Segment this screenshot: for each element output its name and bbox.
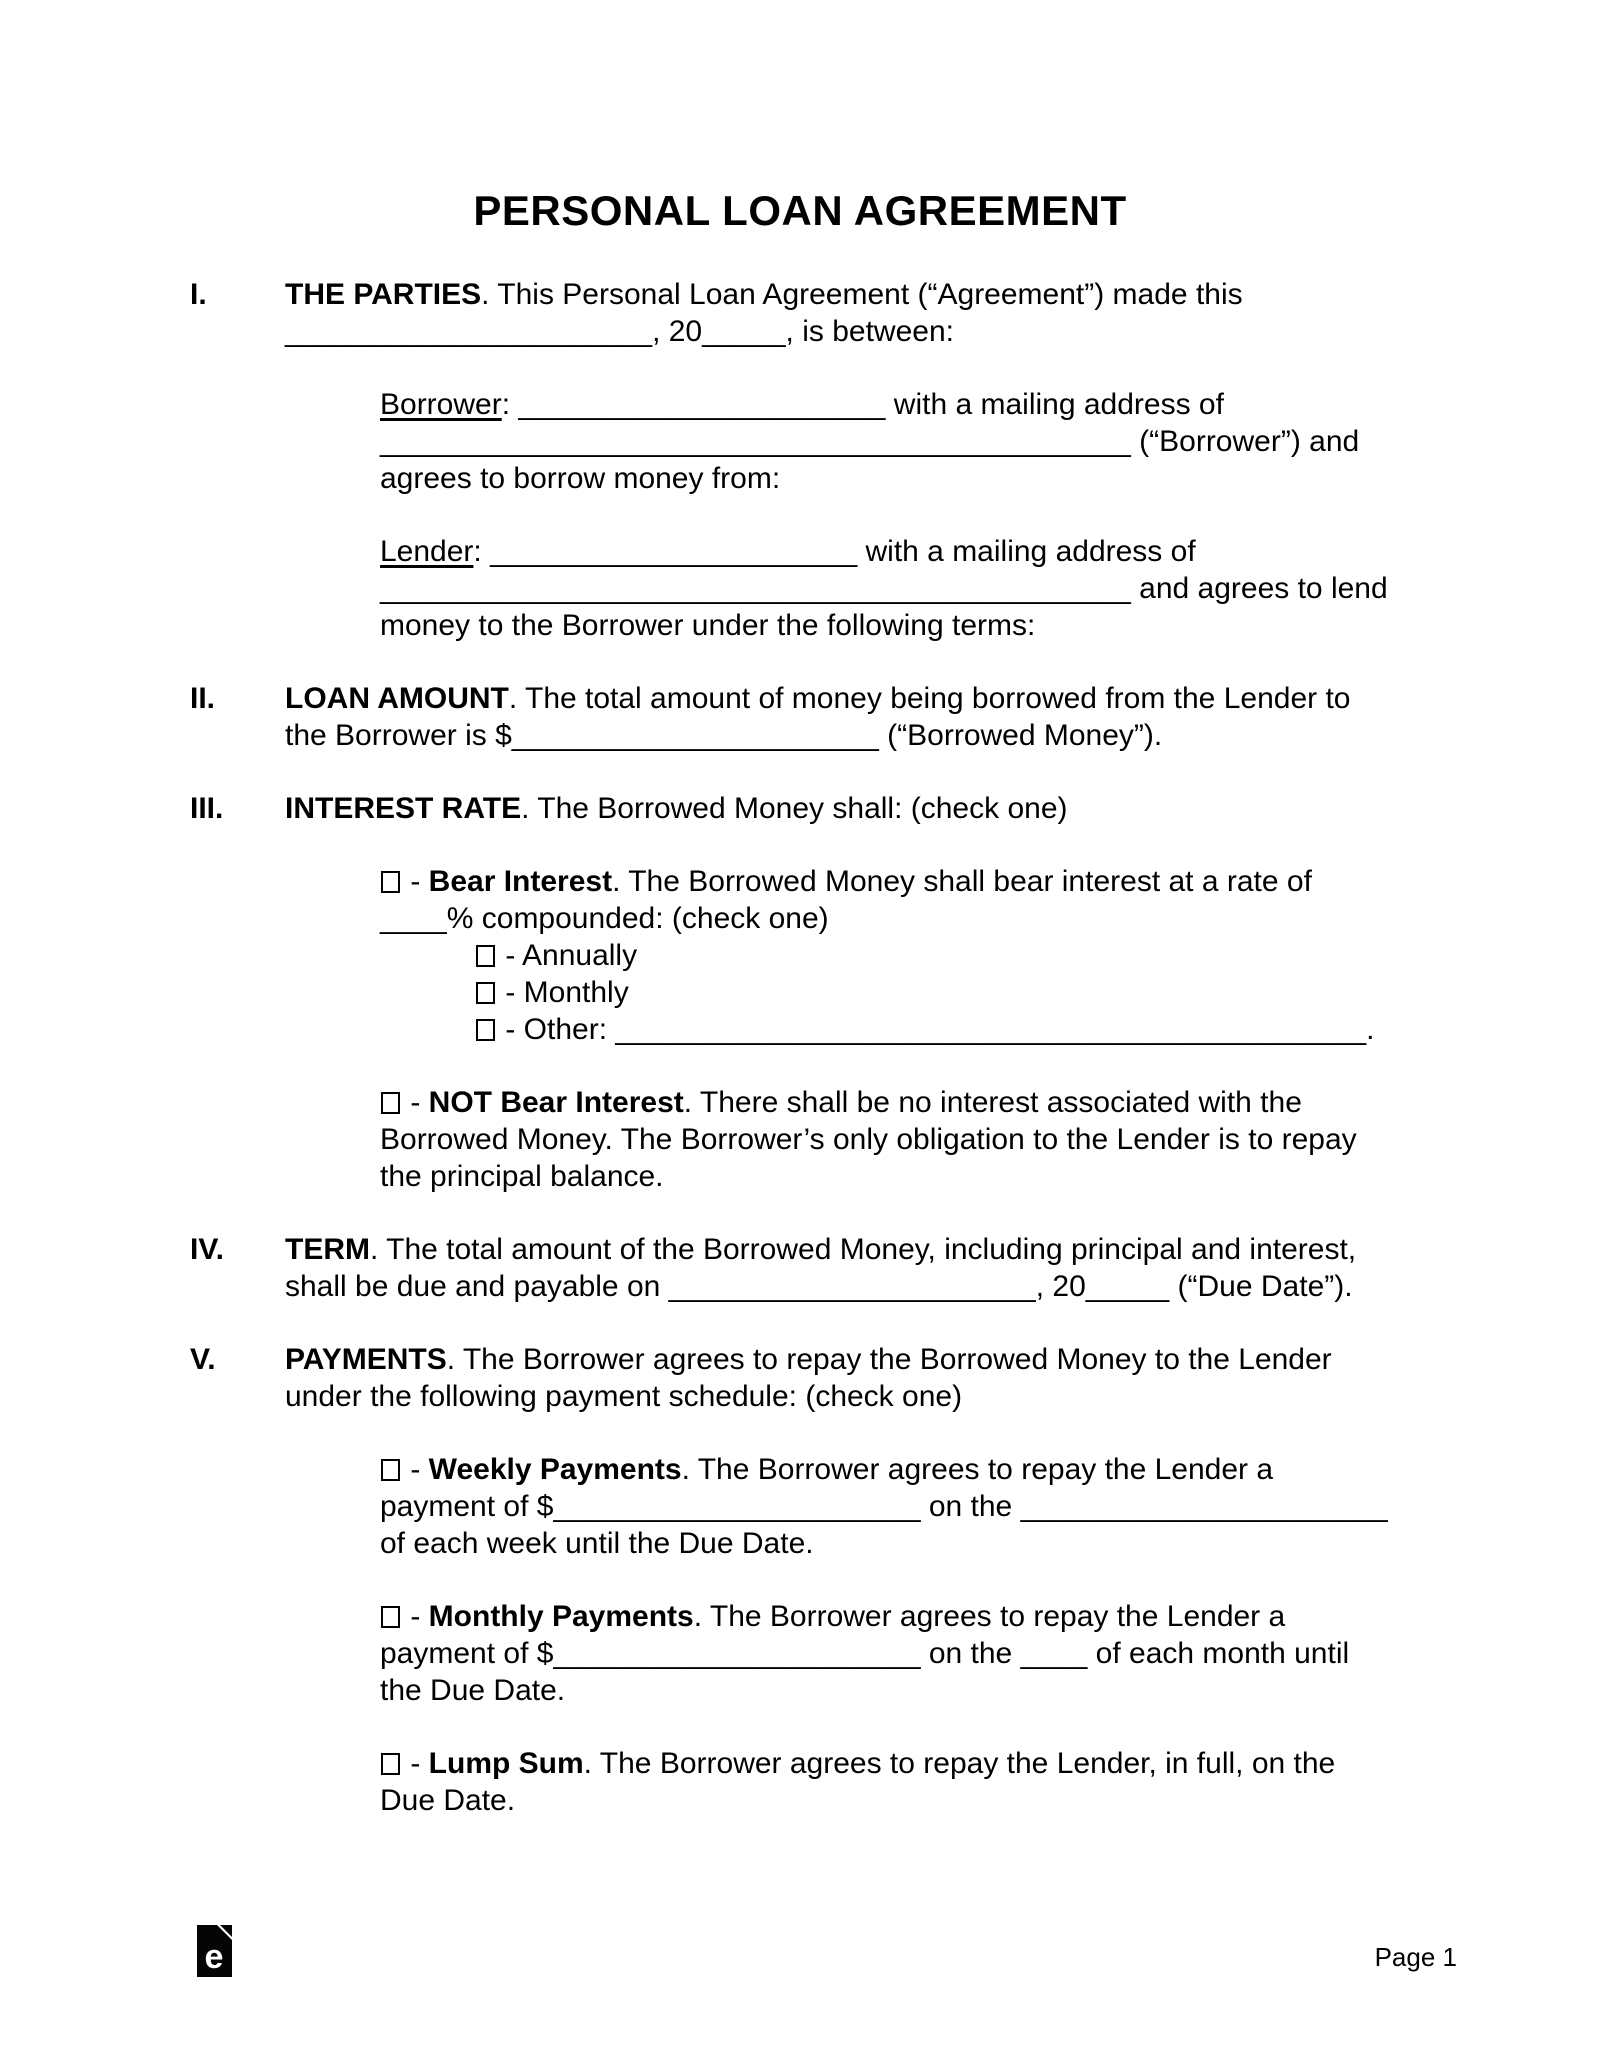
text-line <box>380 386 1600 423</box>
text-run: - Annually <box>497 939 638 972</box>
section-numeral-loan-amount: II. <box>190 682 216 715</box>
text-run: the Borrower is $ <box>285 719 512 752</box>
document-body <box>190 276 1600 1819</box>
text-line <box>380 1598 1600 1635</box>
clause-term-clause <box>285 1231 1600 1305</box>
text-run: - Monthly <box>497 976 629 1009</box>
agreement-day-field[interactable]: ______________________ <box>285 315 653 348</box>
text-run: LOAN AMOUNT <box>285 682 509 715</box>
text-run: on the <box>920 1637 1021 1670</box>
bear-interest-checkbox[interactable] <box>381 871 400 893</box>
compounded-annually-checkbox[interactable] <box>476 945 495 967</box>
text-line <box>380 1635 1600 1672</box>
weekly-payments-checkbox[interactable] <box>381 1459 400 1481</box>
text-run: . There shall be no interest associated with the <box>683 1086 1302 1119</box>
text-line <box>380 1782 1600 1819</box>
clause-monthly-payments-option <box>380 1598 1600 1709</box>
text-run: NOT Bear Interest <box>428 1086 684 1119</box>
text-run: Due Date. <box>380 1784 516 1817</box>
text-run: . The Borrowed Money shall bear interest at a rate of <box>612 865 1312 898</box>
text-line <box>380 607 1600 644</box>
agreement-year-field[interactable]: _____ <box>702 315 786 348</box>
text-line <box>380 974 1600 1011</box>
interest-rate-field[interactable]: ____ <box>380 902 447 935</box>
text-run: (“Borrowed Money”). <box>878 719 1163 752</box>
text-run: Monthly Payments <box>428 1600 694 1633</box>
text-run: of each week until the Due Date. <box>380 1527 814 1560</box>
text-line <box>380 1084 1600 1121</box>
text-line <box>380 1011 1600 1048</box>
text-run: INTEREST RATE <box>285 792 522 825</box>
text-line <box>380 423 1600 460</box>
text-run: . This Personal Loan Agreement (“Agreement”) made this <box>481 278 1243 311</box>
text-run: the Due Date. <box>380 1674 566 1707</box>
text-run: with a mailing address of <box>885 388 1224 421</box>
text-run: - <box>402 1453 429 1486</box>
text-run: : <box>501 388 519 421</box>
text-line <box>380 1121 1600 1158</box>
loan-amount-field[interactable]: ______________________ <box>511 719 879 752</box>
text-line <box>380 570 1600 607</box>
page-number-label: Page 1 <box>1374 1942 1457 1972</box>
text-line <box>285 717 1600 754</box>
section-term <box>190 1231 1600 1305</box>
clause-lender-clause <box>380 533 1600 644</box>
text-run: - <box>402 1600 429 1633</box>
eforms-logo-icon <box>197 1925 233 1977</box>
text-run: under the following payment schedule: (check one) <box>285 1380 963 1413</box>
section-numeral-the-parties: I. <box>190 278 207 311</box>
text-run: with a mailing address of <box>857 535 1196 568</box>
document-title: PERSONAL LOAN AGREEMENT <box>473 187 1127 234</box>
text-run: : <box>473 535 491 568</box>
lender-name-field[interactable]: ______________________ <box>490 535 858 568</box>
text-line <box>285 313 1600 350</box>
text-run: Bear Interest <box>428 865 613 898</box>
text-run: . The Borrower agrees to repay the Lender, in full, on the <box>583 1747 1336 1780</box>
text-run: Borrower <box>380 388 502 421</box>
lump-sum-checkbox[interactable] <box>381 1753 400 1775</box>
text-run: money to the Borrower under the following terms: <box>380 609 1036 642</box>
text-run: PAYMENTS <box>285 1343 447 1376</box>
text-line <box>380 1488 1600 1525</box>
text-run: Weekly Payments <box>428 1453 682 1486</box>
text-line <box>380 863 1600 900</box>
text-line <box>380 1158 1600 1195</box>
text-line <box>285 1231 1600 1268</box>
text-run: - <box>402 1086 429 1119</box>
text-run: and agrees to lend <box>1130 572 1388 605</box>
section-loan-amount <box>190 680 1600 754</box>
text-line <box>285 1268 1600 1305</box>
compounded-monthly-checkbox[interactable] <box>476 982 495 1004</box>
section-the-parties <box>190 276 1600 644</box>
text-run: , 20 <box>1035 1270 1086 1303</box>
text-run: payment of $ <box>380 1490 554 1523</box>
text-line <box>380 533 1600 570</box>
text-run: THE PARTIES <box>285 278 482 311</box>
text-run: Lump Sum <box>428 1747 584 1780</box>
text-run: % compounded: (check one) <box>446 902 829 935</box>
text-line <box>285 1378 1600 1415</box>
clause-lump-sum-option <box>380 1745 1600 1819</box>
clause-payments-intro <box>285 1341 1600 1415</box>
section-numeral-term: IV. <box>190 1233 224 1266</box>
section-numeral-payments: V. <box>190 1343 216 1376</box>
clause-weekly-payments-option <box>380 1451 1600 1562</box>
text-run: , 20 <box>652 315 703 348</box>
text-run: shall be due and payable on <box>285 1270 669 1303</box>
text-run: Borrowed Money. The Borrower’s only obligation to the Lender is to repay <box>380 1123 1357 1156</box>
text-line <box>380 1525 1600 1562</box>
text-run: , is between: <box>785 315 954 348</box>
borrower-name-field[interactable]: ______________________ <box>518 388 886 421</box>
text-run: of each month until <box>1087 1637 1350 1670</box>
text-run: . The Borrowed Money shall: (check one) <box>521 792 1068 825</box>
section-interest-rate <box>190 790 1600 1195</box>
text-run: . The total amount of the Borrowed Money, including principal and interest, <box>370 1233 1357 1266</box>
weekly-payment-day-field[interactable]: ______________________ <box>1020 1490 1388 1523</box>
due-date-field[interactable]: ______________________ <box>668 1270 1036 1303</box>
text-line <box>285 276 1600 313</box>
text-line <box>380 900 1600 937</box>
due-year-field[interactable]: _____ <box>1085 1270 1170 1303</box>
clause-not-bear-interest-option <box>380 1084 1600 1195</box>
clause-interest-rate-intro <box>285 790 1600 827</box>
text-run: agrees to borrow money from: <box>380 462 781 495</box>
monthly-payments-checkbox[interactable] <box>381 1606 400 1628</box>
section-numeral-interest-rate: III. <box>190 792 224 825</box>
text-line <box>285 680 1600 717</box>
text-run: Lender <box>380 535 474 568</box>
monthly-payment-amount-field[interactable]: ______________________ <box>553 1637 921 1670</box>
text-run: . The Borrower agrees to repay the Lender a <box>693 1600 1286 1633</box>
text-line <box>380 1451 1600 1488</box>
text-run: . The total amount of money being borrowed from the Lender to <box>508 682 1351 715</box>
clause-loan-amount-clause <box>285 680 1600 754</box>
borrower-address-field[interactable]: _____________________________________________ <box>380 425 1131 458</box>
text-line <box>285 790 1600 827</box>
eforms-logo-letter: e <box>204 1938 224 1976</box>
text-run: - <box>402 865 429 898</box>
text-run: . <box>1366 1013 1375 1046</box>
lender-address-field[interactable]: _____________________________________________ <box>380 572 1131 605</box>
clause-bear-interest-option <box>380 863 1600 1048</box>
text-run: - <box>402 1747 429 1780</box>
text-run: on the <box>920 1490 1021 1523</box>
not-bear-interest-checkbox[interactable] <box>381 1092 400 1114</box>
monthly-payment-day-field[interactable]: ____ <box>1020 1637 1088 1670</box>
text-line <box>285 1341 1600 1378</box>
clause-parties-intro <box>285 276 1600 350</box>
compounded-other-checkbox[interactable] <box>476 1019 495 1041</box>
text-run: the principal balance. <box>380 1160 664 1193</box>
text-line <box>380 1672 1600 1709</box>
text-line <box>380 1745 1600 1782</box>
text-run: (“Borrower”) and <box>1130 425 1360 458</box>
text-run: TERM <box>285 1233 370 1266</box>
weekly-payment-amount-field[interactable]: ______________________ <box>553 1490 921 1523</box>
text-line <box>380 937 1600 974</box>
text-run: payment of $ <box>380 1637 554 1670</box>
other-compounding-field[interactable]: _____________________________________________ <box>615 1013 1367 1046</box>
text-line <box>380 460 1600 497</box>
text-run: . The Borrower agrees to repay the Borrowed Money to the Lender <box>446 1343 1332 1376</box>
section-payments <box>190 1341 1600 1819</box>
text-run: - Other: <box>497 1013 616 1046</box>
clause-borrower-clause <box>380 386 1600 497</box>
text-run: . The Borrower agrees to repay the Lender a <box>681 1453 1274 1486</box>
text-run: (“Due Date”). <box>1169 1270 1353 1303</box>
